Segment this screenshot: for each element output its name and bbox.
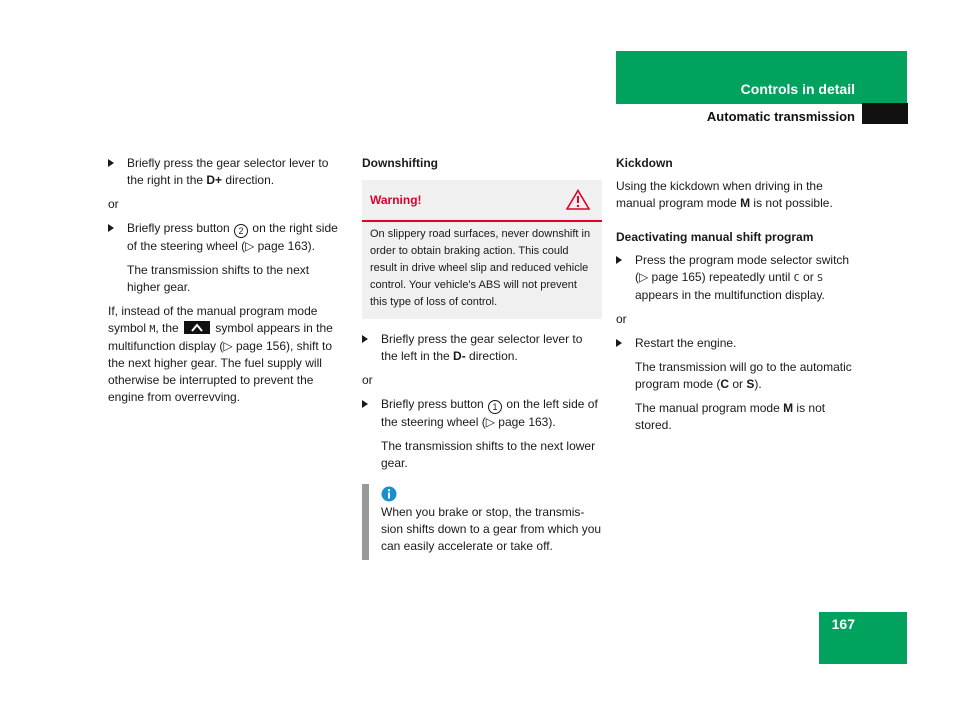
or-text: or xyxy=(616,312,627,326)
warning-text: On slippery road surfaces, never downshift in order to obtain braking action. This could result in drive wheel slip and reduced vehicle control. Your vehicle's ABS will not prevent this type of loss of control. xyxy=(370,228,591,308)
page-number: 167 xyxy=(831,616,855,632)
list-item: Briefly press the gear selector lever to the right in the D+ direction. xyxy=(108,155,344,189)
heading-deactivating: Deactivating manual shift program xyxy=(616,230,814,244)
warning-triangle-icon xyxy=(566,189,590,210)
warning-label: Warning! xyxy=(370,193,422,207)
list-item: Press the program mode selector switch (▷ page 165) repeatedly until C or S appears in the multifunction display. xyxy=(616,252,856,304)
bullet-triangle-icon xyxy=(108,224,114,232)
mode-s-symbol: S xyxy=(817,273,824,284)
column-downshifting xyxy=(362,155,602,555)
warning-header xyxy=(362,180,602,222)
paragraph: Using the kickdown when driving in the manual program mode M is not possible. xyxy=(616,179,833,210)
info-bar xyxy=(362,484,369,560)
result-text: The transmission shifts to the next higher gear. xyxy=(127,263,310,294)
manual-mode-symbol: M xyxy=(149,324,156,335)
section-title: Controls in detail xyxy=(740,81,855,97)
bullet-triangle-icon xyxy=(616,256,622,264)
mode-c-symbol: C xyxy=(793,273,800,284)
direction-d-minus: D- xyxy=(453,349,466,363)
list-item: Briefly press the gear selector lever to the left in the D- direction. xyxy=(362,331,602,365)
info-box xyxy=(362,486,602,555)
upshift-arrow-icon xyxy=(184,321,210,334)
bullet-triangle-icon xyxy=(362,400,368,408)
paragraph: If, instead of the manual program mode symbol M, the symbol appears in the multifunction display (▷ page 156), shift to the next higher gear. The fuel supply will otherwise be interrupted to prevent the engine from overrevving. xyxy=(108,304,333,404)
direction-d-plus: D+ xyxy=(206,173,223,187)
bullet-triangle-icon xyxy=(616,339,622,347)
heading-downshifting: Downshifting xyxy=(362,156,438,170)
section-marker xyxy=(862,103,908,124)
list-item: Briefly press button 1 on the left side of the steering wheel (▷ page 163). xyxy=(362,396,602,431)
bullet-triangle-icon xyxy=(108,159,114,167)
bullet-triangle-icon xyxy=(362,335,368,343)
button-number-icon: 2 xyxy=(234,224,248,238)
or-text: or xyxy=(362,373,373,387)
or-text: or xyxy=(108,197,119,211)
list-item: Briefly press button 2 on the right side of the steering wheel (▷ page 163). xyxy=(108,220,344,255)
warning-box xyxy=(362,180,602,319)
result-text: The transmission will go to the automatic program mode (C or S). xyxy=(635,360,852,391)
info-text: When you brake or stop, the transmis-sion shifts down to a gear from which you can easily accelerate or take off. xyxy=(381,505,602,553)
subsection-title: Automatic transmission xyxy=(706,109,855,124)
list-item: Restart the engine. xyxy=(616,335,856,352)
button-number-icon: 1 xyxy=(488,400,502,414)
column-upshifting xyxy=(108,155,344,413)
info-icon xyxy=(381,486,397,502)
result-text: The transmission shifts to the next lower gear. xyxy=(381,439,596,470)
heading-kickdown: Kickdown xyxy=(616,156,673,170)
result-text: The manual program mode M is not stored. xyxy=(635,401,826,432)
column-kickdown xyxy=(616,155,856,441)
